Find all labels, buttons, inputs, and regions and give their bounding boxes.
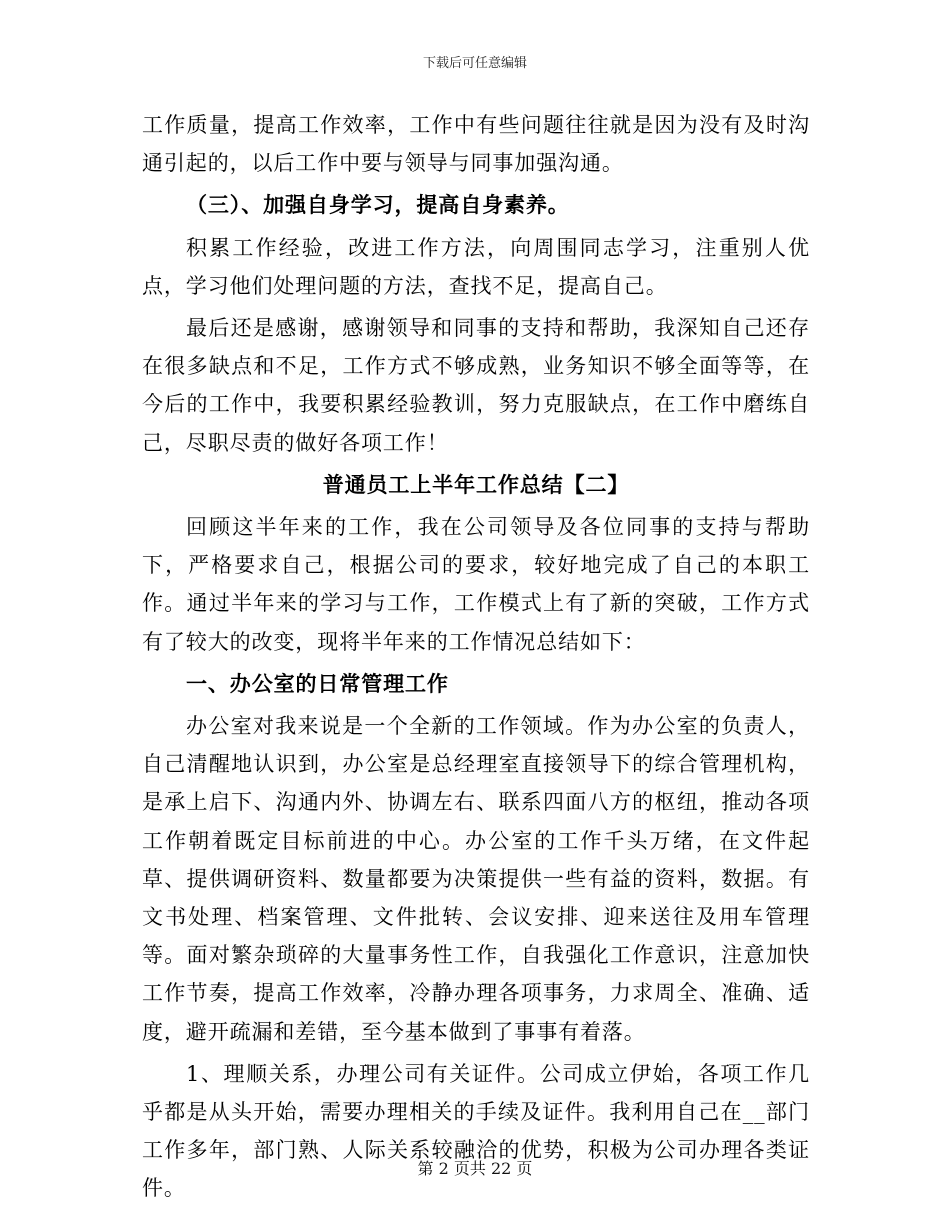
- page-footer: 第 2 页共 22 页: [417, 1159, 533, 1178]
- document-body: [142, 106, 810, 1208]
- paragraph-office-duties: 办公室对我来说是一个全新的工作领域。作为办公室的负责人，自己清醒地认识到，办公室是总经理室直接领导下的综合管理机构，是承上启下、沟通内外、协调左右、联系四面八方的枢纽，推动各项工作朝着既定目标前进的中心。办公室的工作千头万绪，在文件起草、提供调研资料、数量都要为决策提供一些有益的资料，数据。有文书处理、档案管理、文件批转、会议安排、迎来送往及用车管理等。面对繁杂琐碎的大量事务性工作，自我强化工作意识，注意加快工作节奏，提高工作效率，冷静办理各项事务，力求周全、准确、适度，避开疏漏和差错，至今基本做到了事事有着落。: [142, 714, 810, 1044]
- paragraph-continuation: 工作质量，提高工作效率，工作中有些问题往往就是因为没有及时沟通引起的，以后工作中要与领导与同事加强沟通。: [142, 113, 810, 176]
- paragraph-experience: 积累工作经验，改进工作方法，向周围同志学习，注重别人优点，学习他们处理问题的方法，查找不足，提高自己。: [142, 235, 810, 298]
- subheading-office-management: 一、办公室的日常管理工作: [186, 670, 449, 696]
- section-title: 普通员工上半年工作总结【二】: [322, 471, 630, 497]
- paragraph-certificates: 1、理顺关系，办理公司有关证件。公司成立伊始，各项工作几乎都是从头开始，需要办理相关的手续及证件。我利用自己在__部门工作多年，部门熟、人际关系较融洽的优势，积极为公司办理各类证件。: [142, 1061, 810, 1201]
- page-header: 下载后可任意编辑: [422, 56, 527, 71]
- paragraph-review: 回顾这半年来的工作，我在公司领导及各位同事的支持与帮助下，严格要求自己，根据公司的要求，较好地完成了自己的本职工作。通过半年来的学习与工作，工作模式上有了新的突破，工作方式有了较大的改变，现将半年来的工作情况总结如下：: [142, 515, 810, 654]
- subheading-strengthen-learning: （三）、加强自身学习，提高自身素养。: [186, 192, 570, 218]
- paragraph-thanks: 最后还是感谢，感谢领导和同事的支持和帮助，我深知自己还存在很多缺点和不足，工作方式不够成熟，业务知识不够全面等等，在今后的工作中，我要积累经验教训，努力克服缺点，在工作中磨练自己，尽职尽责的做好各项工作！: [142, 316, 810, 455]
